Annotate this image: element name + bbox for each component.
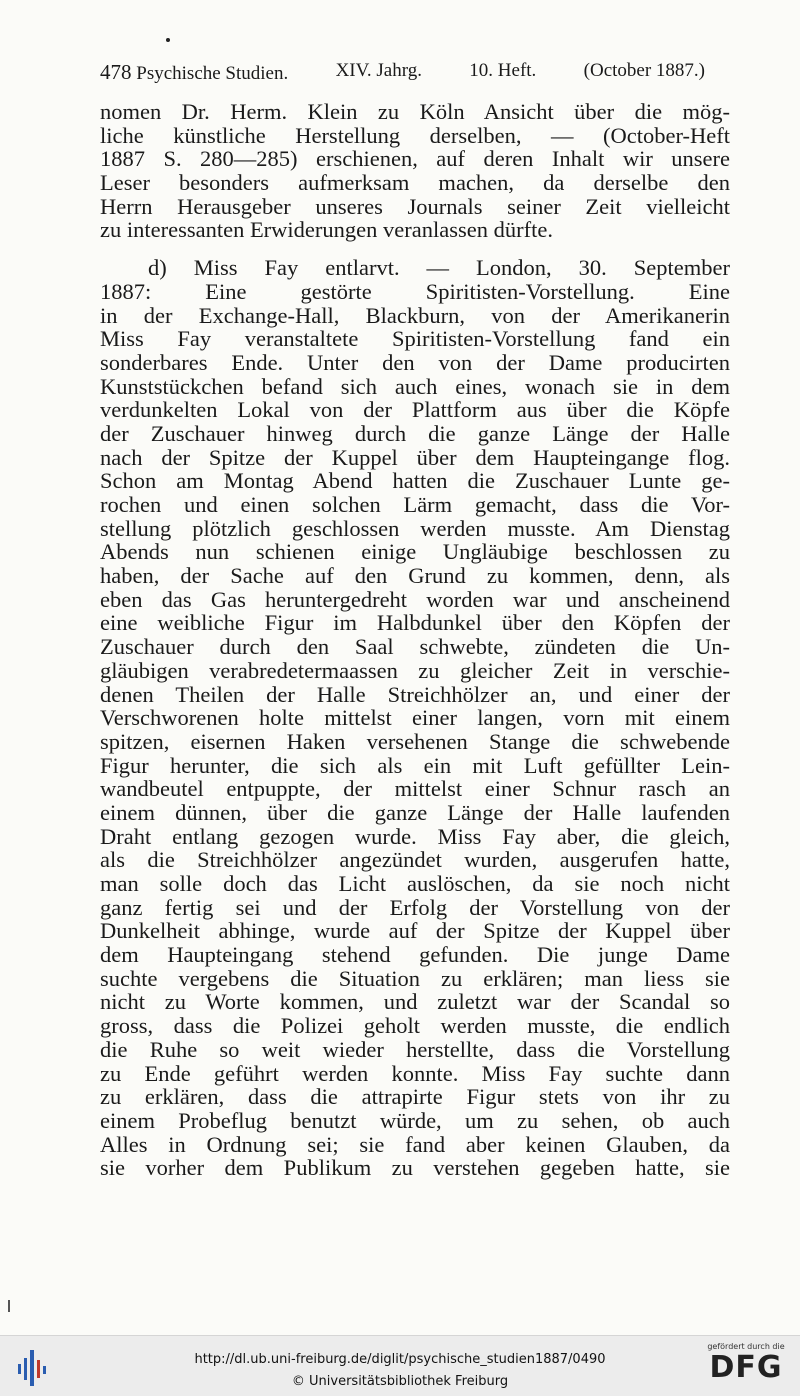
page-number: 478 [100,60,132,84]
text-line: spitzen, eisernen Haken versehenen Stange die schwebende [100,728,730,754]
text-line: einem dünnen, über die ganze Länge der Halle laufenden [100,799,730,825]
text-line: zu interessanten Erwiderungen veranlassen dürfte. [100,217,553,243]
issue-number: 10. Heft. [469,60,537,81]
text-line: einem Probeflug benutzt würde, um zu sehen, ob auch [100,1107,730,1133]
text-line: Schon am Montag Abend hatten die Zuschauer Lunte ge- [100,468,730,494]
text-line: denen Theilen der Halle Streichhölzer an, und einer der [100,681,730,707]
text-line: haben, der Sache auf den Grund zu kommen, denn, als [100,563,730,589]
text-line: sonderbares Ende. Unter den von der Dame producirten [100,349,730,375]
text-line: eben das Gas heruntergedreht worden war und anscheinend [100,586,730,612]
text-line: nomen Dr. Herm. Klein zu Köln Ansicht über die mög- [100,99,730,124]
header-left [100,60,288,85]
text-line: Figur herunter, die sich als ein mit Luft gefüllter Lein- [100,752,730,778]
running-title: Psychische Studien. [136,63,289,84]
year-info: XIV. Jahrg. [335,60,422,81]
text-line: rochen und einen solchen Lärm gemacht, dass die Vor- [100,492,730,517]
text-line: nach der Spitze der Kuppel über dem Haupteingange flog. [100,444,730,470]
text-line: Alles in Ordnung sei; sie fand aber keinen Glauben, da [100,1131,730,1157]
text-line: ganz fertig sei und der Erfolg der Vorstellung von der [100,894,730,920]
text-line: dem Haupteingang stehend gefunden. Die junge Dame [100,942,730,968]
text-line: gläubigen verabredetermaassen zu gleicher Zeit in verschie- [100,657,730,683]
text-line: gross, dass die Polizei geholt werden musste, die endlich [100,1013,730,1039]
viewer-footer [0,1335,800,1396]
text-line: d) Miss Fay entlarvt. — London, 30. September [148,255,730,281]
text-line: Zuschauer durch den Saal schwebte, zündeten die Un- [100,634,730,660]
text-line: Kunststückchen befand sich auch eines, wonach sie in dem [100,373,730,399]
text-line: stellung plötzlich geschlossen werden musste. Am Dienstag [100,515,730,541]
text-line: eine weibliche Figur im Halbdunkel über den Köpfen der [100,610,730,636]
text-line: sie vorher dem Publikum zu verstehen gegeben hatte, sie [100,1155,730,1181]
text-line: Verschworenen holte mittelst einer langen, vorn mit einem [100,705,730,731]
running-header [100,60,705,85]
text-line: nicht zu Worte kommen, und zuletzt war der Scandal so [100,989,730,1015]
dfg-wordmark: DFG [709,1350,783,1385]
text-line: verdunkelten Lokal von der Plattform aus über die Köpfe [100,397,730,423]
copyright-line: © Universitätsbibliothek Freiburg [291,1374,509,1389]
text-line: der Zuschauer hinweg durch die ganze Länge der Halle [100,420,730,446]
text-line: die Ruhe so weit wieder herstellte, dass die Vorstellung [100,1036,730,1062]
text-line: liche künstliche Herstellung derselben, — (October-Heft [100,122,730,148]
text-line: wandbeutel entpuppte, der mittelst einer Schnur rasch an [100,776,730,802]
body-text [100,100,730,1180]
ink-speck [166,38,170,42]
text-line: 1887 S. 280—285) erschienen, auf deren Inhalt wir unsere [100,146,730,172]
text-line: 1887: Eine gestörte Spiritisten-Vorstellung. Eine [100,278,730,304]
dfg-funding-note: gefördert durch die [707,1342,785,1351]
text-line: in der Exchange-Hall, Blackburn, von der Amerikanerin [100,302,730,328]
text-line: zu erklären, dass die attrapirte Figur stets von ihr zu [100,1084,730,1110]
issue-date: (October 1887.) [583,60,705,81]
dfg-logo [700,1342,792,1394]
text-line: Leser besonders aufmerksam machen, da derselbe den [100,170,730,196]
text-line: als die Streichhölzer angezündet wurden, ausgerufen hatte, [100,847,730,873]
text-line: Herrn Herausgeber unseres Journals seiner Zeit vielleicht [100,193,730,219]
text-line: Miss Fay veranstaltete Spiritisten-Vorstellung fand ein [100,326,730,352]
text-line: Draht entlang gezogen wurde. Miss Fay aber, die gleich, [100,823,730,849]
text-line: zu Ende geführt werden konnte. Miss Fay suchte dann [100,1060,730,1086]
source-url[interactable]: http://dl.ub.uni-freiburg.de/diglit/psychische_studien1887/0490 [194,1352,606,1367]
text-line: man solle doch das Licht auslöschen, da sie noch nicht [100,871,730,896]
text-line: Dunkelheit abhinge, wurde auf der Spitze der Kuppel über [100,918,730,944]
text-line: suchte vergebens die Situation zu erklären; man liess sie [100,965,730,991]
margin-mark [8,1300,10,1312]
text-line: Abends nun schienen einige Ungläubige beschlossen zu [100,539,730,565]
